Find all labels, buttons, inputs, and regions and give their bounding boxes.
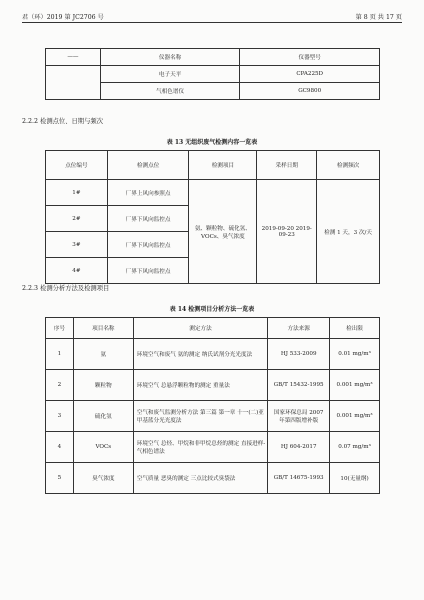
table-cell: 国家环保总局 2007 年第四版增补版 bbox=[268, 401, 330, 432]
table-cell: 0.001 mg/m³ bbox=[330, 370, 380, 401]
page-header bbox=[22, 10, 402, 23]
column-header: 检测项目 bbox=[189, 151, 257, 180]
instrument-table bbox=[45, 48, 380, 100]
table-cell: 0.07 mg/m³ bbox=[330, 432, 380, 463]
table-row bbox=[46, 180, 380, 206]
table-cell: VOCs bbox=[73, 432, 133, 463]
table-cell: 环境空气 总烃、甲烷和非甲烷总烃的测定 直接进样-气相色谱法 bbox=[133, 432, 268, 463]
table-cell: 0.001 mg/m³ bbox=[330, 401, 380, 432]
column-header: 序号 bbox=[46, 318, 74, 339]
table-cell: HJ 604-2017 bbox=[268, 432, 330, 463]
table-row bbox=[46, 401, 380, 432]
table-cell: GC9800 bbox=[240, 83, 380, 100]
table-cell: 环境空气和废气 氨的测定 纳氏试剂分光光度法 bbox=[133, 339, 268, 370]
table-cell: 10(无量纲) bbox=[330, 463, 380, 494]
table-cell: 气相色谱仪 bbox=[100, 83, 240, 100]
table-cell: 电子天平 bbox=[100, 66, 240, 83]
table-cell: 厂界下风向监控点 bbox=[107, 206, 189, 232]
table-row bbox=[46, 463, 380, 494]
column-header: 检出限 bbox=[330, 318, 380, 339]
table-cell bbox=[46, 66, 101, 100]
column-header: 点位编号 bbox=[46, 151, 108, 180]
table-cell: CPA225D bbox=[240, 66, 380, 83]
table-row bbox=[46, 432, 380, 463]
table-cell: 氨 bbox=[73, 339, 133, 370]
table-cell: 2019-09-20 2019-09-23 bbox=[257, 180, 317, 284]
table-cell: 0.01 mg/m³ bbox=[330, 339, 380, 370]
column-header: 检测点位 bbox=[107, 151, 189, 180]
table-cell: 颗粒物 bbox=[73, 370, 133, 401]
table-cell: 空气和废气监测分析方法 第三篇 第一章 十一(二)亚甲基蓝分光光度法 bbox=[133, 401, 268, 432]
table-cell: 3# bbox=[46, 232, 108, 258]
table-cell: 仪器型号 bbox=[240, 49, 380, 66]
table-cell: 氨、颗粒物、硫化氢、VOCs、臭气浓度 bbox=[189, 180, 257, 284]
report-number: 君（环）2019 第 JC2706 号 bbox=[22, 14, 104, 21]
table-header-row bbox=[46, 318, 380, 339]
page-number: 第 8 页 共 17 页 bbox=[355, 14, 402, 21]
table-row bbox=[46, 49, 380, 66]
column-header: 采样日期 bbox=[257, 151, 317, 180]
table-cell: 4# bbox=[46, 258, 108, 284]
column-header: 项目名称 bbox=[73, 318, 133, 339]
table-row bbox=[46, 339, 380, 370]
table-cell: 仪器名称 bbox=[100, 49, 240, 66]
table-cell: 检测 1 天，3 次/天 bbox=[317, 180, 380, 284]
table-caption: 表 13 无组织废气检测内容一览表 bbox=[166, 139, 258, 146]
column-header: 测定方法 bbox=[133, 318, 268, 339]
table-cell: HJ 533-2009 bbox=[268, 339, 330, 370]
table-cell: —— bbox=[46, 49, 101, 66]
table-cell: 厂界下风向监控点 bbox=[107, 232, 189, 258]
section-heading: 2.2.3 检测分析方法及检测项目 bbox=[22, 285, 110, 292]
table-cell: 空气质量 恶臭的测定 三点比较式臭袋法 bbox=[133, 463, 268, 494]
column-header: 检测频次 bbox=[317, 151, 380, 180]
table-cell: 1# bbox=[46, 180, 108, 206]
table-cell: 厂界下风向监控点 bbox=[107, 258, 189, 284]
table-row bbox=[46, 370, 380, 401]
table-cell: 臭气浓度 bbox=[73, 463, 133, 494]
column-header: 方法来源 bbox=[268, 318, 330, 339]
table-cell: GB/T 15432-1995 bbox=[268, 370, 330, 401]
table-cell: 厂界上风向参照点 bbox=[107, 180, 189, 206]
sampling-table bbox=[45, 150, 380, 284]
method-table bbox=[45, 317, 380, 494]
table-header-row bbox=[46, 151, 380, 180]
table-cell: 2# bbox=[46, 206, 108, 232]
table-row bbox=[46, 66, 380, 83]
table-cell: GB/T 14675-1993 bbox=[268, 463, 330, 494]
section-heading: 2.2.2 检测点位、日期与频次 bbox=[22, 118, 103, 125]
table-cell: 硫化氢 bbox=[73, 401, 133, 432]
table-cell: 环境空气 总悬浮颗粒物的测定 重量法 bbox=[133, 370, 268, 401]
table-cell: 3 bbox=[46, 401, 74, 432]
table-cell: 5 bbox=[46, 463, 74, 494]
table-cell: 4 bbox=[46, 432, 74, 463]
table-caption: 表 14 检测项目分析方法一览表 bbox=[169, 306, 255, 313]
table-cell: 1 bbox=[46, 339, 74, 370]
table-cell: 2 bbox=[46, 370, 74, 401]
